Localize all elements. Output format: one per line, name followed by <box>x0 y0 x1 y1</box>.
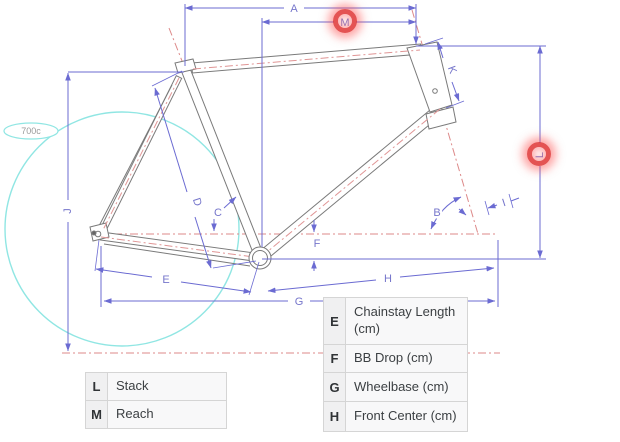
dim-label-g: G <box>294 296 304 308</box>
legend-row-wheelbase <box>324 372 467 401</box>
legend-key: F <box>324 345 346 372</box>
legend-key: H <box>324 402 346 431</box>
legend-table-lengths <box>323 297 468 432</box>
head-tube <box>407 42 452 112</box>
dim-label-h: H <box>384 273 392 285</box>
legend-row-stack <box>86 373 226 400</box>
down-tube-axis <box>261 109 440 257</box>
dim-i-line2 <box>511 198 519 201</box>
dim-e-line <box>96 269 152 277</box>
dim-i-line <box>488 205 497 208</box>
dropout-bolt <box>92 231 96 235</box>
legend-label: Front Center (cm) <box>346 402 467 431</box>
dim-label-m[interactable]: M <box>340 17 350 29</box>
legend-label: Chainstay Length (cm) <box>346 298 467 344</box>
legend-label: Reach <box>108 401 226 428</box>
headset-bolt <box>433 89 438 94</box>
dim-k-line2 <box>452 82 459 101</box>
dim-label-l[interactable]: L <box>534 151 546 159</box>
legend-row-chainstay <box>324 298 467 344</box>
dim-b-leader <box>459 209 466 215</box>
legend-row-reach <box>86 400 226 428</box>
seat-tube <box>181 66 264 259</box>
dim-label-f: F <box>313 238 321 250</box>
legend-key: E <box>324 298 346 344</box>
legend-row-bbdrop <box>324 344 467 372</box>
legend-label: Wheelbase (cm) <box>346 373 467 401</box>
bottom-bracket-inner <box>253 251 268 266</box>
legend-table-stack-reach <box>85 372 227 429</box>
legend-key: L <box>86 373 108 400</box>
dim-label-a: A <box>290 3 298 15</box>
dim-h-line2 <box>400 268 494 277</box>
legend-label: BB Drop (cm) <box>346 345 467 372</box>
highlight-ring-reach[interactable] <box>333 9 357 33</box>
top-tube-axis <box>193 50 420 69</box>
legend-key: G <box>324 373 346 401</box>
dim-h-line <box>268 280 376 291</box>
ext-e-left <box>95 240 99 271</box>
dim-label-d: D <box>189 196 204 208</box>
dim-d-line2 <box>195 217 211 268</box>
legend-key: M <box>86 401 108 428</box>
dim-label-i: I <box>500 196 508 210</box>
dim-label-j: J <box>62 208 74 214</box>
dim-label-b: B <box>433 207 441 219</box>
dim-label-c: C <box>214 207 222 219</box>
dim-label-k: K <box>444 64 459 76</box>
wheel-circle <box>4 112 239 346</box>
dim-d-line <box>155 88 187 192</box>
top-tube <box>192 44 422 73</box>
legend-row-frontcenter <box>324 401 467 431</box>
dim-e-line2 <box>181 282 251 292</box>
highlight-ring-stack[interactable] <box>527 142 551 166</box>
dim-label-e: E <box>162 274 170 286</box>
legend-label: Stack <box>108 373 226 400</box>
wheel-size-label: 700c <box>21 126 41 136</box>
